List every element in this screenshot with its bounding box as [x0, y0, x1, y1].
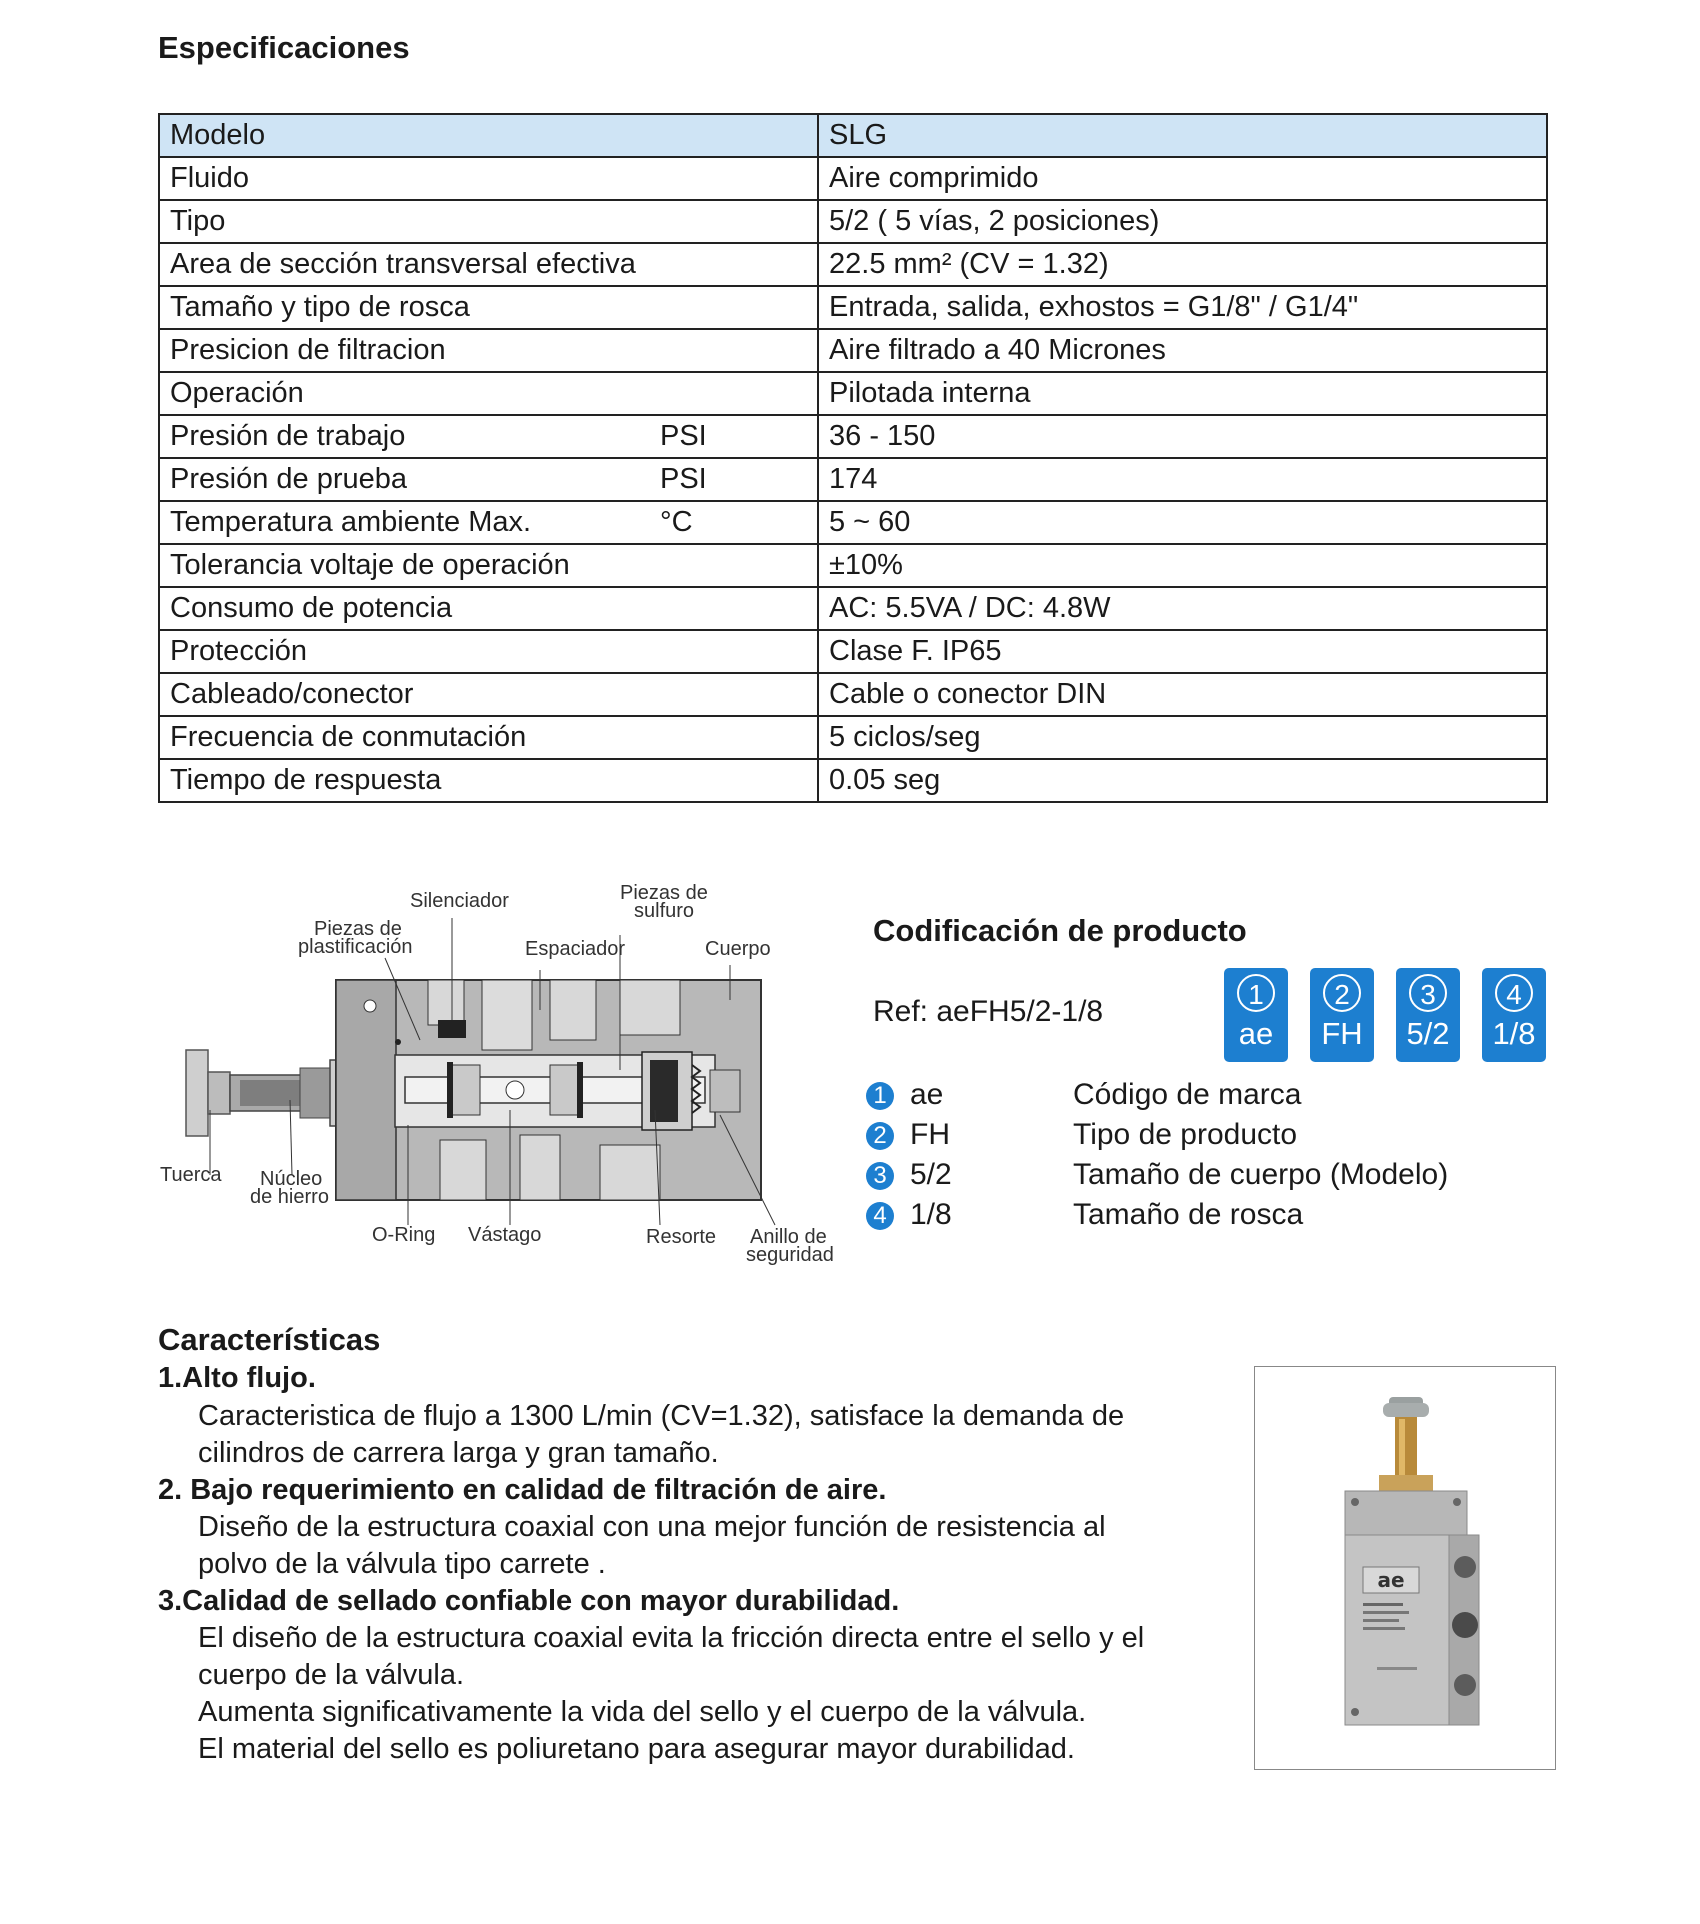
spec-value: 5/2 ( 5 vías, 2 posiciones) [818, 200, 1547, 243]
spec-value: Aire comprimido [818, 157, 1547, 200]
features-title: Características [158, 1322, 381, 1357]
badge-number: 3 [1409, 974, 1447, 1012]
badge-code: 5/2 [1406, 1016, 1450, 1051]
label-vastago: Vástago [468, 1224, 542, 1246]
spec-header-row [159, 114, 1547, 157]
legend-number: 1 [866, 1082, 894, 1110]
feature-heading-1: 1.Alto flujo. [158, 1362, 316, 1394]
spec-table [158, 113, 1548, 803]
legend-number: 2 [866, 1122, 894, 1150]
spec-value: 36 - 150 [818, 415, 1547, 458]
spec-label: Frecuencia de conmutación [159, 716, 660, 759]
label-piezas-sulfuro-1: Piezas de [620, 882, 708, 904]
spec-unit: PSI [660, 458, 818, 501]
spec-label: Operación [159, 372, 660, 415]
spec-row [159, 415, 1547, 458]
spec-value: Cable o conector DIN [818, 673, 1547, 716]
spec-row [159, 630, 1547, 673]
spec-unit: PSI [660, 415, 818, 458]
legend-number: 3 [866, 1162, 894, 1190]
legend-number: 4 [866, 1202, 894, 1230]
label-piezas-plast-2: plastificación [298, 936, 413, 958]
badge-number: 4 [1495, 974, 1533, 1012]
feature-text: Diseño de la estructura coaxial con una mejor función de resistencia al [198, 1511, 1106, 1543]
feature-text: Aumenta significativamente la vida del sello y el cuerpo de la válvula. [198, 1696, 1087, 1728]
feature-text: polvo de la válvula tipo carrete . [198, 1548, 606, 1580]
label-anillo-2: seguridad [746, 1244, 834, 1266]
spec-unit [660, 759, 818, 802]
spec-label: Cableado/conector [159, 673, 660, 716]
label-piezas-plast-1: Piezas de [314, 918, 402, 940]
spec-value: 5 ciclos/seg [818, 716, 1547, 759]
spec-label: Presión de trabajo [159, 415, 660, 458]
spec-row [159, 329, 1547, 372]
spec-label: Presión de prueba [159, 458, 660, 501]
spec-unit [660, 587, 818, 630]
spec-label: Tamaño y tipo de rosca [159, 286, 660, 329]
label-nucleo-2: de hierro [250, 1186, 329, 1208]
label-anillo-1: Anillo de [750, 1226, 827, 1248]
legend-description: Tamaño de rosca [1073, 1198, 1304, 1231]
label-resorte: Resorte [646, 1226, 717, 1248]
spec-value: Pilotada interna [818, 372, 1547, 415]
badge-number: 2 [1323, 974, 1361, 1012]
spec-row [159, 243, 1547, 286]
legend-code: FH [910, 1118, 950, 1151]
spec-row [159, 544, 1547, 587]
product-photo [1254, 1366, 1556, 1770]
legend-code: ae [910, 1078, 944, 1111]
legend-description: Tipo de producto [1073, 1118, 1298, 1151]
spec-unit [660, 716, 818, 759]
spec-row [159, 716, 1547, 759]
feature-text: Caracteristica de flujo a 1300 L/min (CV=1.32), satisface la demanda de [198, 1400, 1125, 1432]
label-tuerca: Tuerca [160, 1164, 222, 1186]
coding-badge [1482, 968, 1546, 1062]
spec-unit [660, 243, 818, 286]
spec-value: Clase F. IP65 [818, 630, 1547, 673]
feature-heading-2: 2. Bajo requerimiento en calidad de filtración de aire. [158, 1474, 887, 1506]
valve-cross-section-diagram [150, 870, 850, 1290]
spec-row [159, 759, 1547, 802]
spec-label: Tolerancia voltaje de operación [159, 544, 660, 587]
spec-value: 5 ~ 60 [818, 501, 1547, 544]
spec-row [159, 372, 1547, 415]
coding-ref: Ref: aeFH5/2-1/8 [873, 995, 1104, 1028]
spec-row [159, 673, 1547, 716]
spec-label: Presicion de filtracion [159, 329, 660, 372]
label-nucleo-1: Núcleo [260, 1168, 323, 1190]
spec-header-label: Modelo [159, 114, 818, 157]
feature-heading-3: 3.Calidad de sellado confiable con mayor durabilidad. [158, 1585, 900, 1617]
spec-unit [660, 673, 818, 716]
legend-description: Tamaño de cuerpo (Modelo) [1073, 1158, 1449, 1191]
feature-text: cuerpo de la válvula. [198, 1659, 464, 1691]
label-cuerpo: Cuerpo [705, 938, 771, 960]
spec-row [159, 157, 1547, 200]
spec-row [159, 587, 1547, 630]
coding-badge [1396, 968, 1460, 1062]
badge-number: 1 [1237, 974, 1275, 1012]
spec-value: 174 [818, 458, 1547, 501]
coding-badge [1224, 968, 1288, 1062]
legend-code: 1/8 [910, 1198, 952, 1231]
coding-title: Codificación de producto [873, 913, 1247, 948]
spec-unit [660, 329, 818, 372]
photo-logo-text: ae [1377, 1568, 1405, 1592]
label-espaciador: Espaciador [525, 938, 626, 960]
badge-code: ae [1238, 1016, 1274, 1051]
spec-label: Tiempo de respuesta [159, 759, 660, 802]
spec-unit [660, 286, 818, 329]
spec-value: ±10% [818, 544, 1547, 587]
spec-label: Fluido [159, 157, 660, 200]
spec-value: Aire filtrado a 40 Micrones [818, 329, 1547, 372]
feature-text: El material del sello es poliuretano para asegurar mayor durabilidad. [198, 1733, 1075, 1765]
spec-unit: °C [660, 501, 818, 544]
spec-unit [660, 200, 818, 243]
spec-unit [660, 630, 818, 673]
spec-row [159, 200, 1547, 243]
spec-label: Consumo de potencia [159, 587, 660, 630]
coding-badge [1310, 968, 1374, 1062]
page-title: Especificaciones [158, 30, 410, 65]
valve-photo-svg [1255, 1367, 1555, 1769]
legend-code: 5/2 [910, 1158, 952, 1191]
spec-row [159, 458, 1547, 501]
label-piezas-sulfuro-2: sulfuro [634, 900, 695, 922]
legend-description: Código de marca [1073, 1078, 1302, 1111]
spec-label: Temperatura ambiente Max. [159, 501, 660, 544]
spec-unit [660, 544, 818, 587]
spec-value: Entrada, salida, exhostos = G1/8" / G1/4" [818, 286, 1547, 329]
spec-unit [660, 372, 818, 415]
badge-code: 1/8 [1492, 1016, 1536, 1051]
spec-unit [660, 157, 818, 200]
spec-label: Protección [159, 630, 660, 673]
spec-value: AC: 5.5VA / DC: 4.8W [818, 587, 1547, 630]
spec-header-value: SLG [818, 114, 1547, 157]
feature-text: El diseño de la estructura coaxial evita la fricción directa entre el sello y el [198, 1622, 1145, 1654]
feature-text: cilindros de carrera larga y gran tamaño. [198, 1437, 719, 1469]
spec-value: 22.5 mm² (CV = 1.32) [818, 243, 1547, 286]
label-silenciador: Silenciador [410, 890, 509, 912]
spec-row [159, 286, 1547, 329]
spec-label: Tipo [159, 200, 660, 243]
label-oring: O-Ring [372, 1224, 436, 1246]
spec-value: 0.05 seg [818, 759, 1547, 802]
badge-code: FH [1321, 1016, 1363, 1051]
spec-row [159, 501, 1547, 544]
spec-label: Area de sección transversal efectiva [159, 243, 660, 286]
